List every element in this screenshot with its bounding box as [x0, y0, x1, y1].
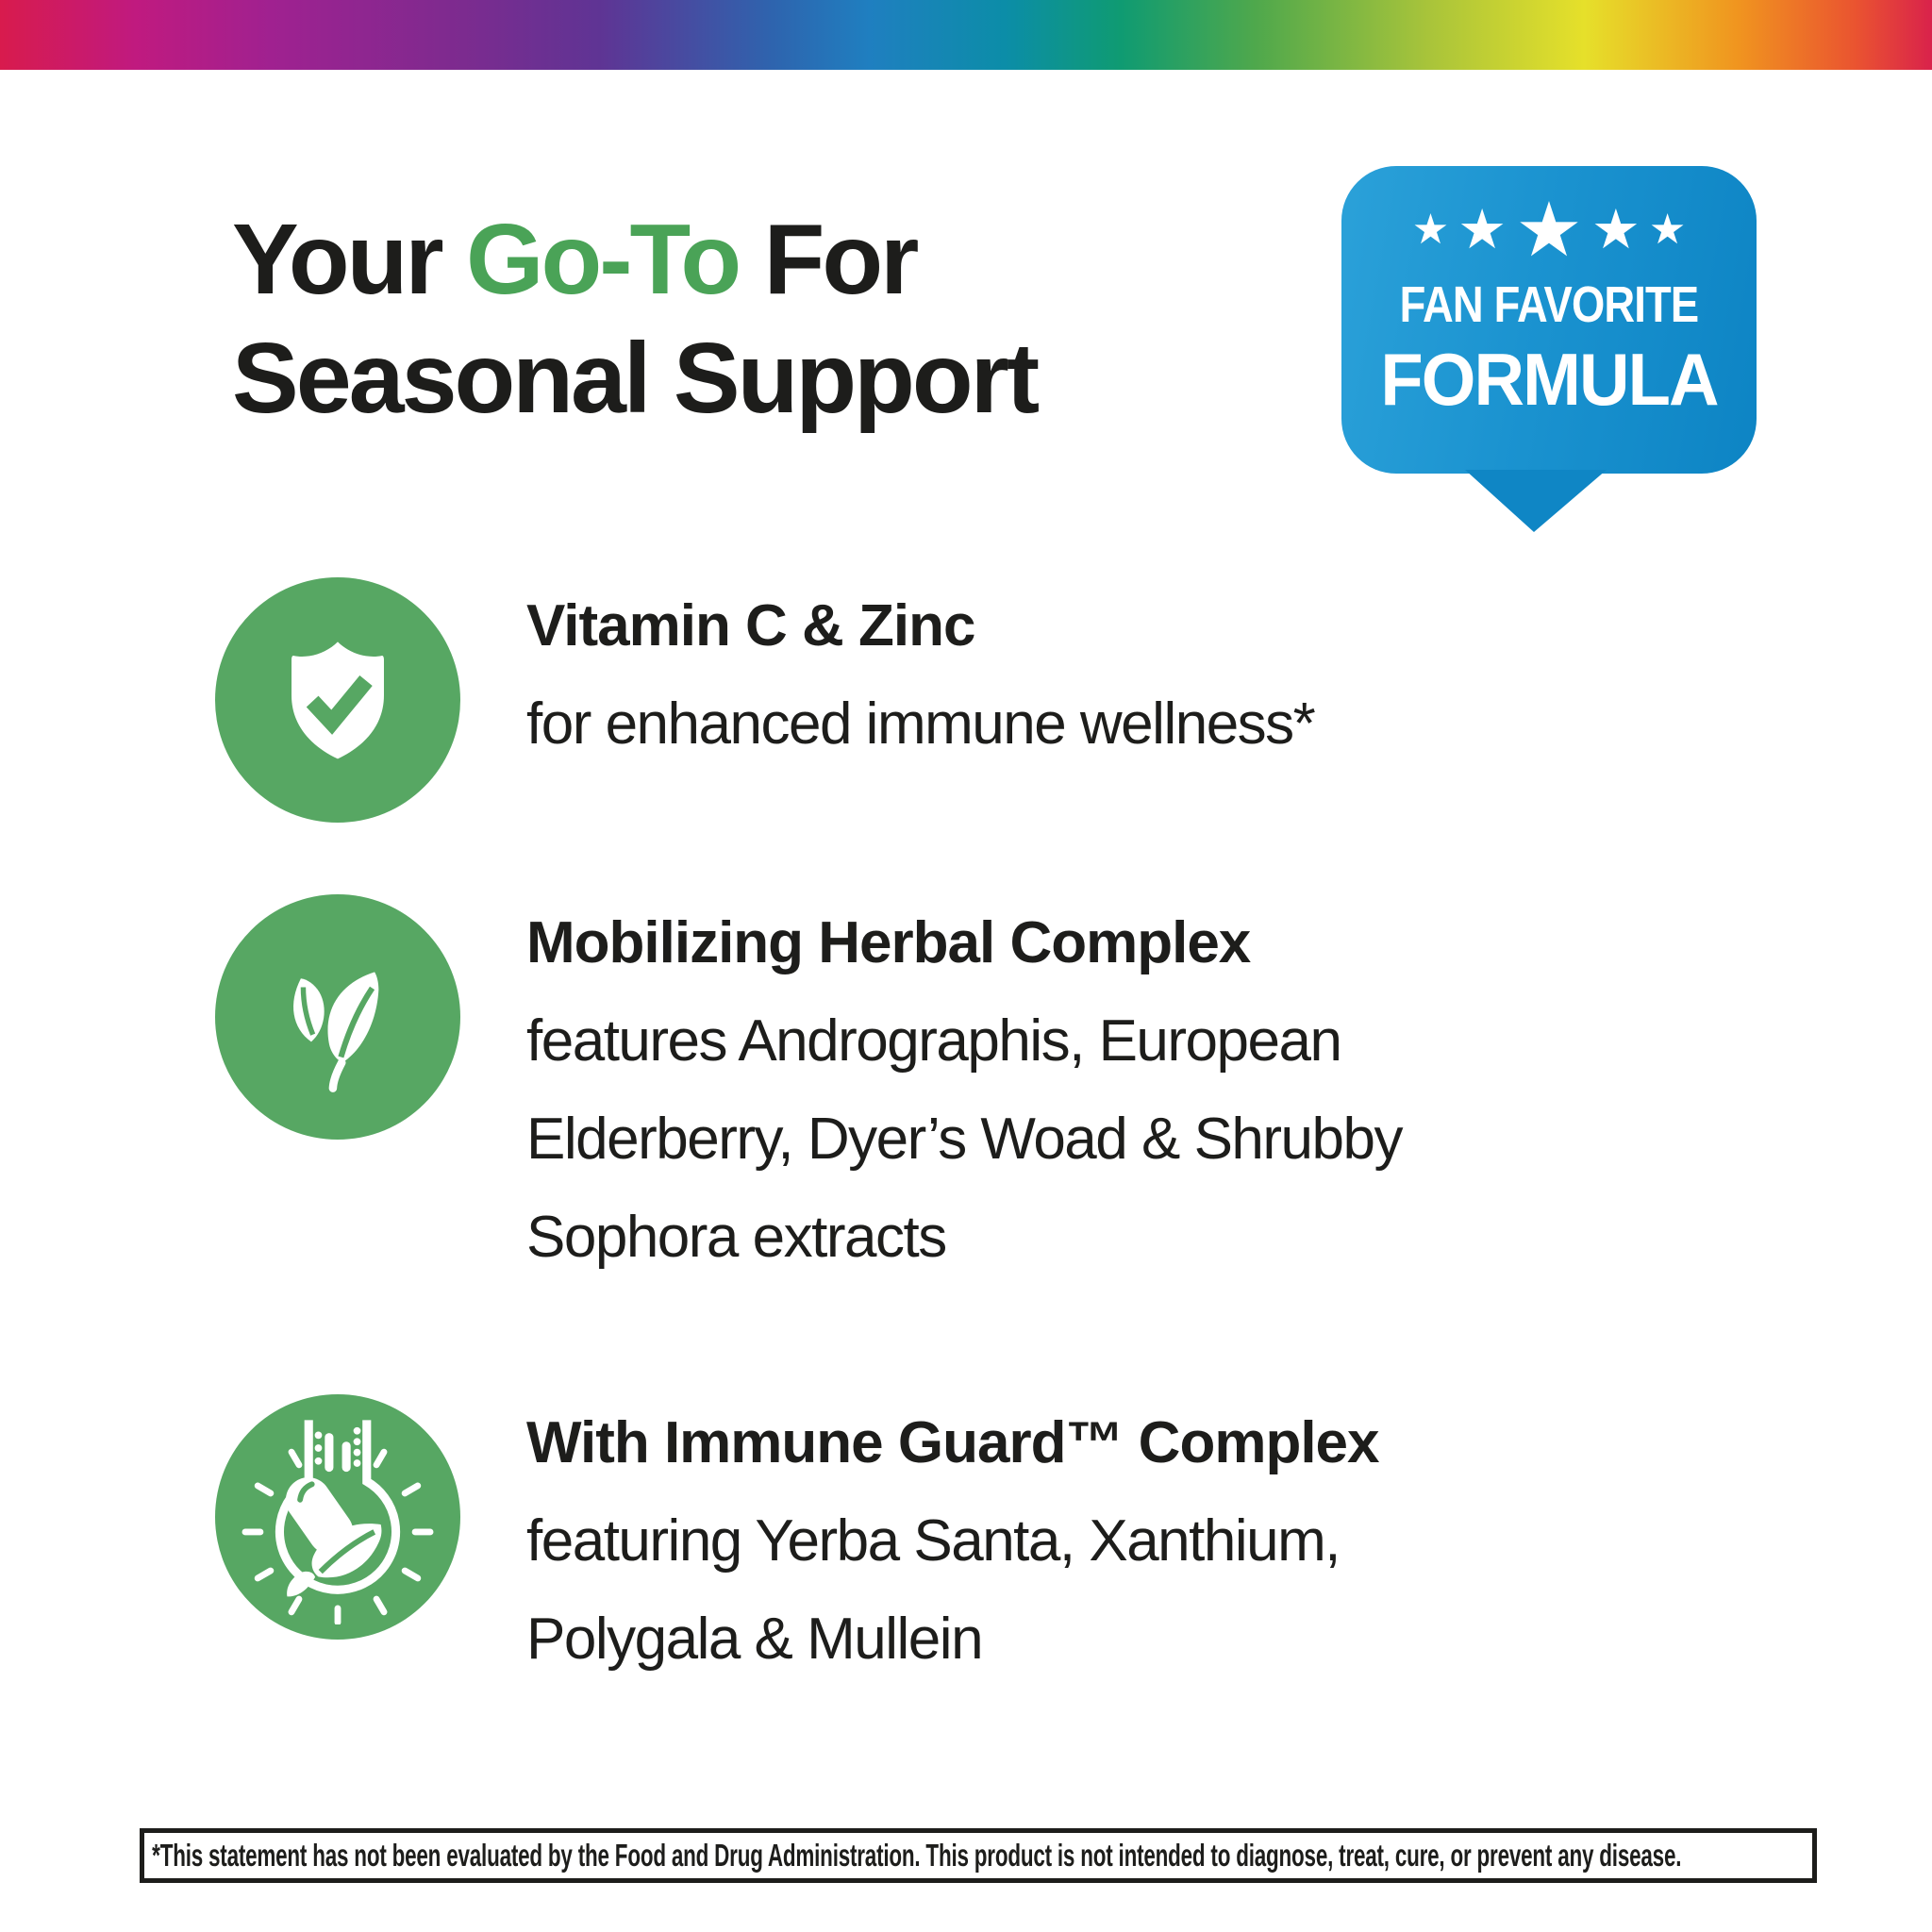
star-icon: ★	[1591, 199, 1641, 260]
page-title-line2: Seasonal Support	[232, 323, 1038, 434]
title-highlight: Go-To	[466, 204, 740, 315]
title-post: For	[739, 204, 917, 315]
fan-favorite-badge	[1341, 166, 1757, 474]
disclaimer-box	[140, 1828, 1817, 1883]
title-pre: Your	[232, 204, 467, 315]
rainbow-gradient-bar	[0, 0, 1932, 70]
feature-line: Polygala & Mullein	[526, 1607, 983, 1672]
feature-title: Mobilizing Herbal Complex	[526, 910, 1251, 975]
disclaimer-text: *This statement has not been evaluated by the Food and Drug Administration. This product is not intended to diagnose, treat, cure, or prevent any disease.	[152, 1838, 1682, 1873]
speech-bubble-tail	[1465, 470, 1607, 532]
page-title-line1	[232, 200, 1037, 319]
shield-check-icon	[215, 577, 460, 823]
feature-item-vitamin-c-zinc	[215, 577, 1314, 823]
feature-title: Vitamin C & Zinc	[526, 593, 975, 658]
feature-item-herbal-complex	[215, 894, 1402, 1287]
feature-line: Sophora extracts	[526, 1205, 946, 1270]
page-title	[232, 200, 1037, 438]
badge-text-line2: FORMULA	[1380, 338, 1718, 421]
star-icon: ★	[1457, 199, 1507, 260]
feature-line: Elderberry, Dyer’s Woad & Shrubby	[526, 1107, 1402, 1172]
feature-text	[526, 894, 1402, 1287]
feature-title: With Immune Guard™ Complex	[526, 1410, 1379, 1475]
badge-text-line1: FAN FAVORITE	[1399, 276, 1699, 333]
feature-text	[526, 1394, 1379, 1689]
five-star-rating	[1341, 188, 1757, 272]
star-icon: ★	[1411, 207, 1450, 253]
feature-line: features Andrographis, European	[526, 1008, 1341, 1074]
star-icon: ★	[1648, 207, 1687, 253]
star-icon: ★	[1515, 188, 1583, 272]
feature-line: for enhanced immune wellness*	[526, 691, 1315, 757]
feature-line: featuring Yerba Santa, Xanthium,	[526, 1508, 1340, 1574]
flask-leaf-icon	[215, 1394, 460, 1640]
leaves-icon	[215, 894, 460, 1140]
feature-item-immune-guard	[215, 1394, 1379, 1689]
feature-text	[526, 577, 1314, 774]
